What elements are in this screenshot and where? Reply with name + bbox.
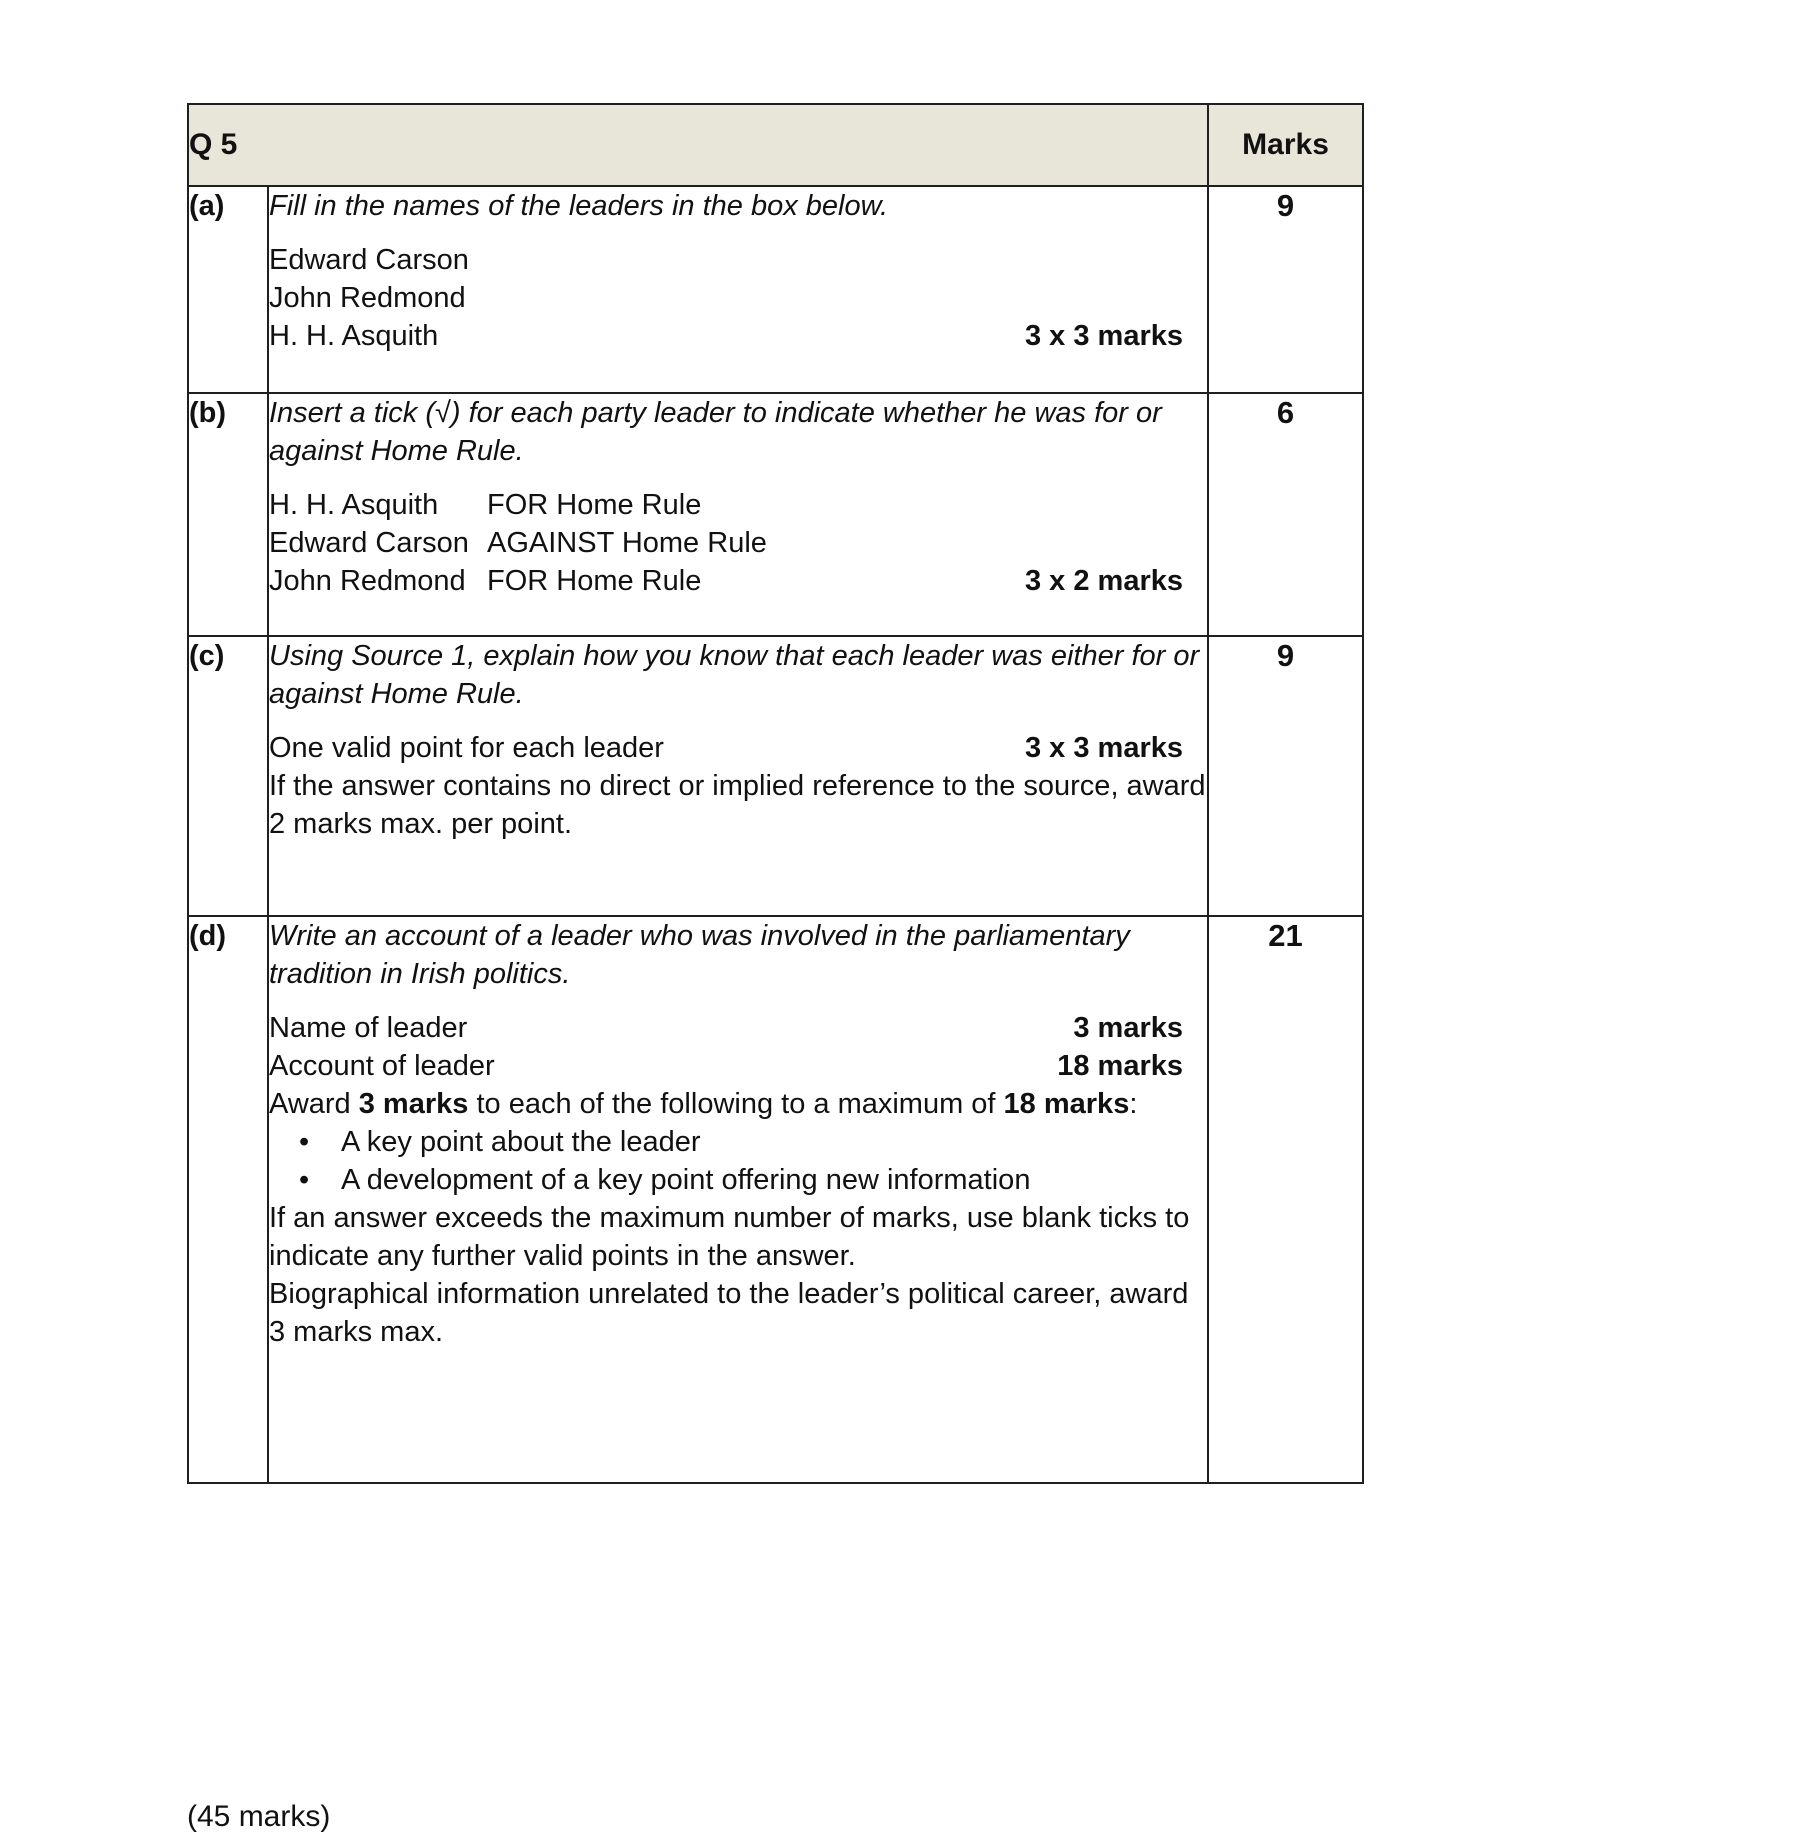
table-row-a: [188, 186, 1363, 393]
part-label-d: (d): [188, 916, 268, 1483]
award-criterion: • A development of a key point offering new information: [341, 1161, 1207, 1199]
table-header-row: [188, 104, 1363, 186]
part-d-prompt: Write an account of a leader who was involved in the parliamentary tradition in Irish politics.: [269, 920, 1130, 990]
table-row-c: [188, 636, 1363, 916]
marks-note: 3 x 2 marks: [1025, 565, 1184, 597]
leader-name: John Redmond: [269, 282, 466, 314]
marks-note: 3 marks: [1073, 1012, 1184, 1044]
award-item-line: [269, 1047, 1207, 1085]
marking-scheme-table: [187, 103, 1364, 1484]
total-marks-label: (45 marks): [187, 1800, 331, 1833]
valid-point-line: [269, 729, 1207, 767]
marks-note: 3 x 3 marks: [1025, 320, 1184, 352]
award-instruction-line: [269, 1085, 1207, 1123]
question-number-header: [188, 104, 1208, 186]
question-number-label: Q 5: [189, 128, 238, 161]
award-item-label: Account of leader: [269, 1050, 495, 1082]
marks-header-label: Marks: [1242, 128, 1329, 161]
part-content-c: [268, 636, 1208, 916]
part-d-note-2: Biographical information unrelated to the leader’s political career, award 3 marks max.: [269, 1278, 1189, 1348]
marks-value-b: 6: [1208, 393, 1363, 636]
part-b-prompt: Insert a tick (√) for each party leader to indicate whether he was for or against Home Rule.: [269, 397, 1162, 467]
table-row-d: [188, 916, 1363, 1483]
leader-name: Edward Carson: [269, 527, 469, 559]
valid-point-text: One valid point for each leader: [269, 732, 664, 764]
part-content-a: [268, 186, 1208, 393]
part-label-c: (c): [188, 636, 268, 916]
part-d-note-1: If an answer exceeds the maximum number of marks, use blank ticks to indicate any further valid points in the answer.: [269, 1202, 1190, 1272]
part-content-b: [268, 393, 1208, 636]
leader-name: John Redmond: [269, 565, 466, 597]
award-text: Award: [269, 1088, 359, 1120]
marks-value-a: 9: [1208, 186, 1363, 393]
award-text: to each of the following to a maximum of: [468, 1088, 1004, 1120]
part-label-b: (b): [188, 393, 268, 636]
leader-name: H. H. Asquith: [269, 320, 439, 352]
part-c-note: If the answer contains no direct or implied reference to the source, award 2 marks max. per point.: [269, 770, 1206, 840]
award-criteria-list: [269, 1123, 1207, 1199]
part-c-prompt: Using Source 1, explain how you know that each leader was either for or against Home Rule.: [269, 640, 1200, 710]
leader-stance-row: [269, 524, 1207, 562]
award-item-line: [269, 1009, 1207, 1047]
award-bold-marks: 3 marks: [358, 1088, 469, 1120]
award-item-label: Name of leader: [269, 1012, 468, 1044]
part-content-d: [268, 916, 1208, 1483]
table-row-b: [188, 393, 1363, 636]
award-criterion: • A key point about the leader: [341, 1123, 1207, 1161]
leader-stance: FOR Home Rule: [487, 489, 702, 521]
marks-column-header: [1208, 104, 1363, 186]
leader-name-line: [269, 317, 1207, 355]
marks-note: 3 x 3 marks: [1025, 732, 1184, 764]
leader-name: Edward Carson: [269, 244, 469, 276]
leader-stance-row: [269, 562, 1207, 600]
leader-stance-row: [269, 486, 1207, 524]
leader-stance-pair: [269, 562, 1025, 600]
marks-value-c: 9: [1208, 636, 1363, 916]
leader-name: H. H. Asquith: [269, 489, 439, 521]
part-a-prompt: Fill in the names of the leaders in the box below.: [269, 190, 889, 222]
award-text: :: [1129, 1088, 1138, 1120]
marks-note: 18 marks: [1057, 1050, 1184, 1082]
award-bold-marks: 18 marks: [1003, 1088, 1130, 1120]
marks-value-d: 21: [1208, 916, 1363, 1483]
leader-stance: AGAINST Home Rule: [487, 527, 767, 559]
leader-stance: FOR Home Rule: [487, 565, 702, 597]
part-label-a: (a): [188, 186, 268, 393]
